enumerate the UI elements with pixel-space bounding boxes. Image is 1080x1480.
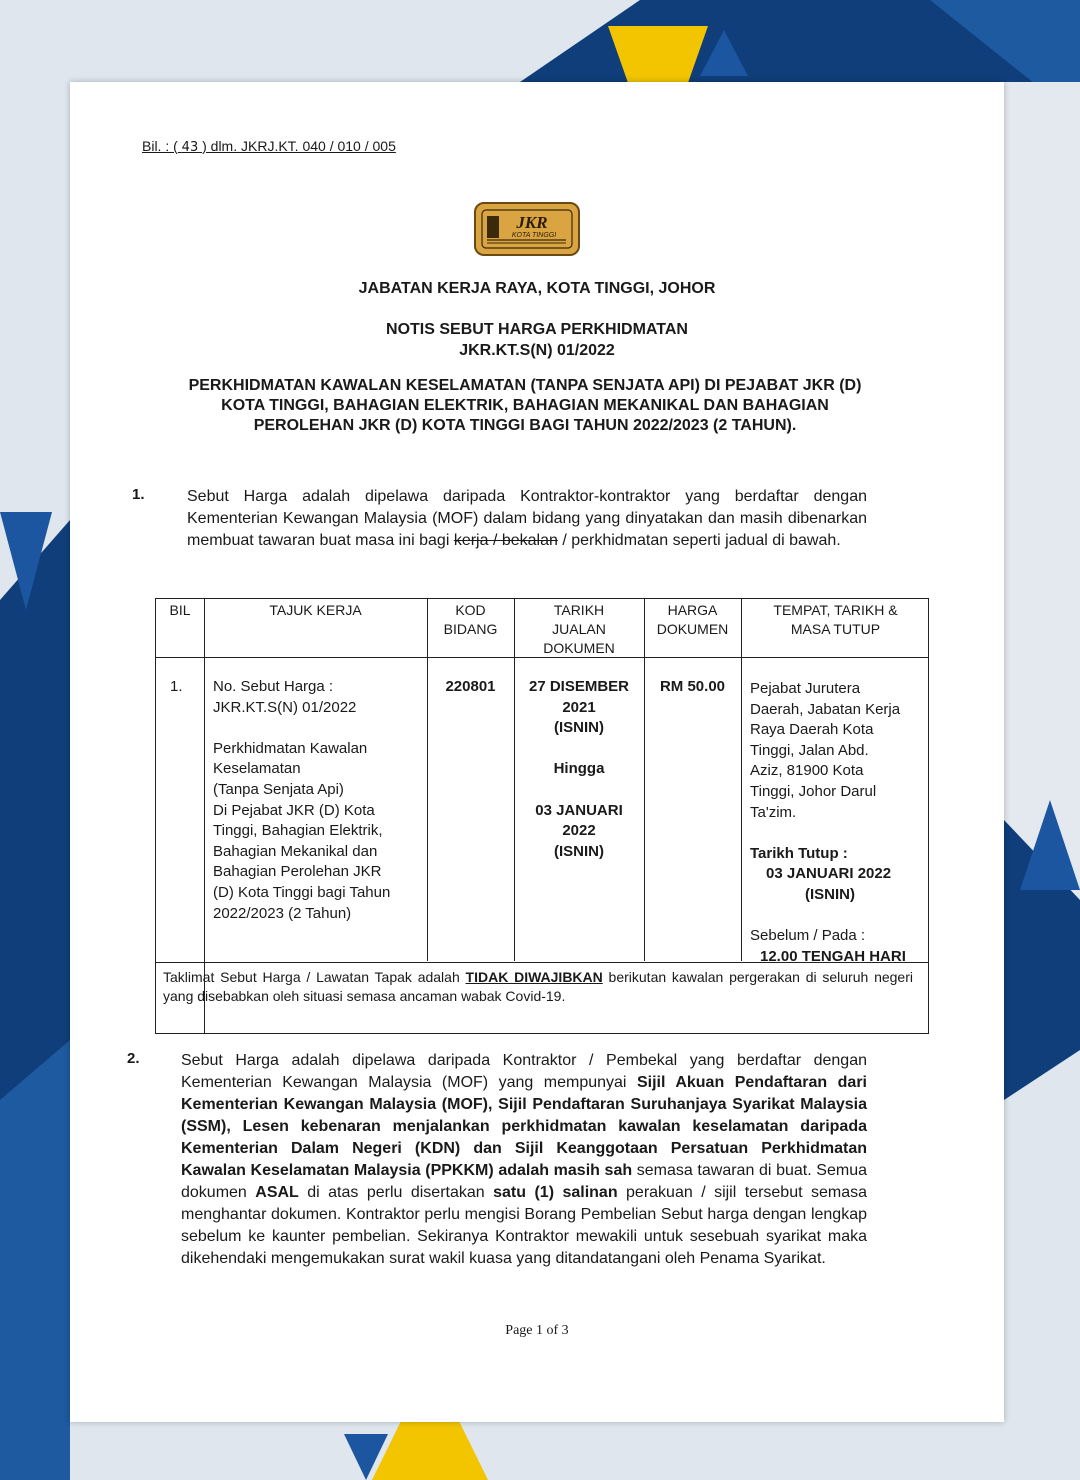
paragraph-2-text: Sebut Harga adalah dipelawa daripada Kontraktor / Pembekal yang berdaftar dengan Kementerian Kewangan Malaysia (MOF) yang mempunyai xyxy=(181,1052,867,1091)
th-tempat-line1: TEMPAT, TARIKH & xyxy=(773,602,898,618)
th-tarikh-line1: TARIKH xyxy=(553,602,605,618)
jualan-line: 2022 xyxy=(562,822,596,840)
tempat-line: Pejabat Jurutera xyxy=(750,680,861,697)
logo-subtitle: KOTA TINGGI xyxy=(511,232,557,239)
tajuk-line: Bahagian Perolehan JKR xyxy=(213,863,382,881)
tempat-line: Aziz, 81900 Kota xyxy=(750,762,864,780)
th-tarikh xyxy=(514,601,644,658)
paragraph-1 xyxy=(187,486,867,552)
paragraph-2-bold: satu (1) salinan xyxy=(493,1184,618,1201)
th-harga-line2: DOKUMEN xyxy=(656,621,729,637)
tempat-line: Daerah, Jabatan Kerja xyxy=(750,700,901,718)
closing-date: 03 JANUARI 2022 xyxy=(766,865,892,883)
paragraph-1-struck-text: kerja / bekalan xyxy=(453,532,558,549)
closing-time: 12.00 TENGAH HARI xyxy=(760,948,906,965)
tajuk-line: Bahagian Mekanikal dan xyxy=(213,842,378,860)
closing-day: (ISNIN) xyxy=(805,885,855,903)
tajuk-line: Tinggi, Bahagian Elektrik, xyxy=(213,822,383,840)
department-title: JABATAN KERJA RAYA, KOTA TINGGI, JOHOR xyxy=(358,280,716,297)
cell-tempat xyxy=(750,679,928,947)
table-note-emphasis: TIDAK DIWAJIBKAN xyxy=(465,969,603,985)
jualan-line: 2021 xyxy=(562,698,596,716)
notice-title xyxy=(70,319,1004,361)
jualan-line: Hingga xyxy=(553,760,605,778)
th-harga-line1: HARGA xyxy=(667,602,718,618)
tajuk-line: Perkhidmatan Kawalan xyxy=(213,739,368,757)
th-tajuk: TAJUK KERJA xyxy=(269,602,362,618)
jualan-line: (ISNIN) xyxy=(554,719,604,737)
col-divider xyxy=(741,599,742,961)
th-kod-line1: KOD xyxy=(455,602,486,618)
th-bil: BIL xyxy=(169,602,191,618)
paragraph-1-number: 1. xyxy=(132,486,145,503)
th-kod xyxy=(427,601,514,639)
logo-title: JKR xyxy=(516,213,548,232)
paragraph-2-number: 2. xyxy=(127,1050,140,1067)
paragraph-2-text: di atas perlu disertakan xyxy=(298,1184,494,1201)
ref-suffix: ) dlm. JKRJ.KT. 040 / 010 / 005 xyxy=(202,138,396,154)
notice-reference: JKR.KT.S(N) 01/2022 xyxy=(459,342,615,359)
paragraph-2 xyxy=(181,1050,867,1270)
cell-tajuk xyxy=(213,677,425,924)
tajuk-line: JKR.KT.S(N) 01/2022 xyxy=(213,698,357,716)
notice-subject: PERKHIDMATAN KAWALAN KESELAMATAN (TANPA SENJATA API) DI PEJABAT JKR (D) KOTA TINGGI, BAHAGIAN ELEKTRIK, BAHAGIAN MEKANIKAL DAN BAHAGIAN PEROLEHAN JKR (D) KOTA TINGGI BAGI TAHUN 2022/2023 (2 TAHUN). xyxy=(188,377,862,434)
cell-jualan xyxy=(514,677,644,862)
paragraph-1-text-b: / perkhidmatan seperti jadual di bawah. xyxy=(557,532,841,549)
th-harga xyxy=(644,601,741,639)
tajuk-line: No. Sebut Harga : xyxy=(213,678,334,695)
tajuk-line: 2022/2023 (2 Tahun) xyxy=(213,904,352,922)
col-divider xyxy=(427,599,428,961)
paragraph-2-bold: ASAL xyxy=(255,1184,299,1201)
page-number: Page 1 of 3 xyxy=(505,1323,569,1338)
tempat-line: Raya Daerah Kota xyxy=(750,721,874,739)
ref-handwritten-number: 43 xyxy=(181,140,199,155)
tajuk-line: Keselamatan xyxy=(213,760,301,778)
th-tempat-line2: MASA TUTUP xyxy=(790,621,881,637)
paragraph-2-bold: Sijil Akuan Pendaftaran dari Kementerian Kewangan Malaysia (MOF), Sijil Pendaftaran Suruhanjaya Syarikat Malaysia (SSM), Lesen kebenaran menjalankan perkhidmatan kawalan keselamatan daripada Kementerian Dalam Negeri (KDN) dan Sijil Keanggotaan Persatuan Perkhidmatan Kawalan Keselamatan Malaysia (PPKKM) adalah masih sah xyxy=(181,1074,868,1179)
tajuk-line: Di Pejabat JKR (D) Kota xyxy=(213,801,375,819)
th-tarikh-line2: JUALAN xyxy=(552,621,606,637)
reference-number xyxy=(142,138,396,155)
jualan-line: 27 DISEMBER xyxy=(528,678,630,695)
table-note xyxy=(163,968,913,1006)
document-page xyxy=(70,82,1004,1422)
jualan-line: (ISNIN) xyxy=(554,842,604,860)
cell-harga: RM 50.00 xyxy=(659,678,726,695)
cell-bil: 1. xyxy=(170,678,183,695)
closing-date-label: Tarikh Tutup : xyxy=(750,844,848,862)
closing-time-label: Sebelum / Pada : xyxy=(750,927,866,945)
ref-prefix: Bil. : ( xyxy=(142,138,178,154)
th-tarikh-line3: DOKUMEN xyxy=(543,640,615,656)
jkr-logo xyxy=(474,202,580,256)
tajuk-line: (Tanpa Senjata Api) xyxy=(213,780,344,798)
paragraph-2-text: semasa tawaran di buat. Semua dokumen xyxy=(181,1162,868,1201)
tempat-line: Tinggi, Jalan Abd. xyxy=(750,741,869,759)
tempat-line: Ta'zim. xyxy=(750,803,797,821)
tajuk-line: (D) Kota Tinggi bagi Tahun xyxy=(213,883,391,901)
notice-title-line1: NOTIS SEBUT HARGA PERKHIDMATAN xyxy=(386,321,688,338)
jualan-line: 03 JANUARI xyxy=(535,801,623,819)
tempat-line: Tinggi, Johor Darul xyxy=(750,782,877,800)
th-tempat xyxy=(741,601,930,639)
col-divider xyxy=(644,599,645,961)
paragraph-2-text: perakuan / sijil tersebut semasa menghantar dokumen. Kontraktor perlu mengisi Borang Pembelian Sebut harga dengan lengkap sebelum ke kaunter pembelian. Sekiranya Kontraktor mewakili untuk sesebuah syarikat maka dikehendaki mengemukakan surat wakil kuasa yang ditandatangani oleh Penama Syarikat. xyxy=(181,1184,868,1267)
table-note-text-b: berikutan kawalan pergerakan di seluruh negeri yang disebabkan oleh situasi semasa ancaman wabak Covid-19. xyxy=(163,969,913,1004)
cell-kod: 220801 xyxy=(445,678,496,695)
th-kod-line2: BIDANG xyxy=(443,621,498,637)
table-note-text-a: Taklimat Sebut Harga / Lawatan Tapak adalah xyxy=(163,969,466,985)
paragraph-1-text-a: Sebut Harga adalah dipelawa daripada Kontraktor-kontraktor yang berdaftar dengan Kementerian Kewangan Malaysia (MOF) dalam bidang yang dinyatakan dan masih dibenarkan membuat tawaran buat masa ini bagi xyxy=(187,488,867,549)
